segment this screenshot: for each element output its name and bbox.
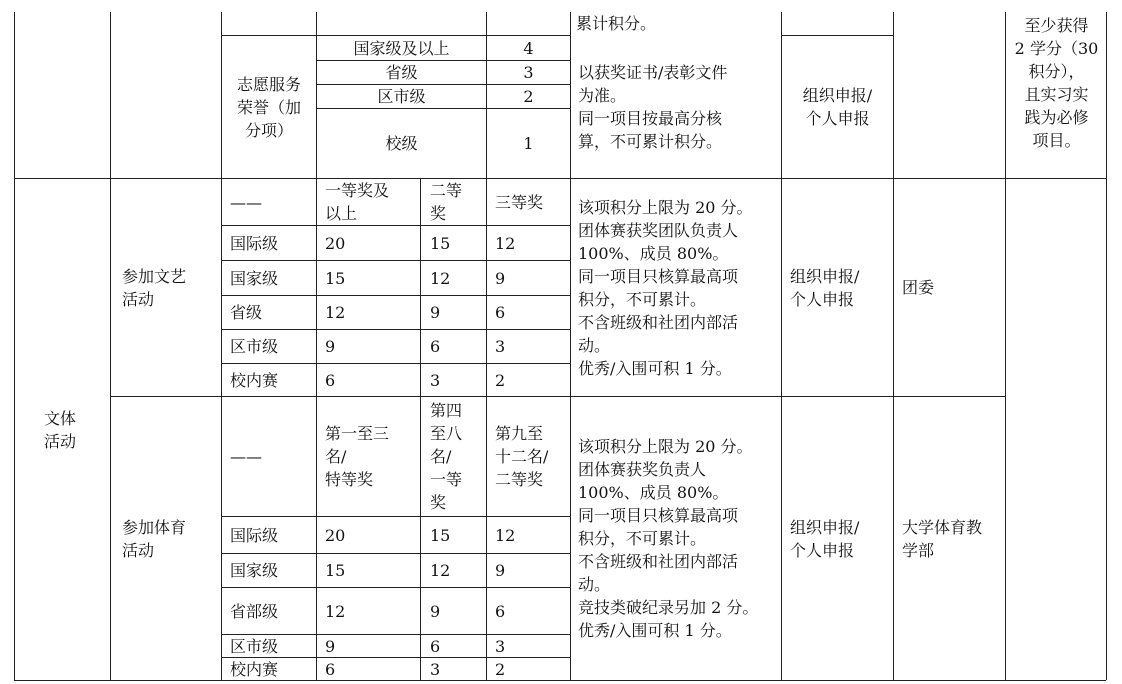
arts-header-cell: —— [230,192,262,212]
grid-line [1005,12,1006,680]
volunteer-level-cell: 国家级及以上 [353,38,450,58]
sports-header-cell: —— [230,447,262,466]
sports-score-cell: 3 [495,636,506,656]
sports-score-cell: 9 [430,601,441,621]
volunteer-requirement: 至少获得 2 学分（30 积分）， 且实习实 践为必修 项目。 [1014,16,1099,150]
sports-score-cell: 6 [430,636,441,656]
arts-level-cell: 国际级 [230,233,279,253]
volunteer-level-cell: 校级 [385,134,418,153]
arts-header-cell: 一等奖及 以上 [325,181,390,223]
sports-header-cell: 第九至 十二名/ 二等奖 [495,424,549,489]
volunteer-score-cell: 1 [523,134,534,153]
grid-line [1106,12,1107,680]
arts-item-name: 参加文艺 活动 [122,266,187,309]
sports-header-cell: 第一至三 名/ 特等奖 [325,424,390,489]
arts-score-cell: 6 [495,303,506,322]
criteria-tail-text: 累计积分。 [576,14,657,33]
arts-score-cell: 12 [430,268,451,288]
arts-level-cell: 校内赛 [230,370,279,390]
category-label: 文体 活动 [44,408,77,451]
arts-score-cell: 6 [430,337,441,356]
sports-score-cell: 2 [495,659,506,679]
arts-score-cell: 12 [325,303,346,322]
arts-score-cell: 9 [325,337,336,356]
grid-line [893,12,894,680]
arts-score-cell: 15 [325,268,346,288]
sports-score-cell: 12 [430,561,451,580]
sports-level-cell: 国家级 [230,561,279,580]
sports-score-cell: 3 [430,659,441,679]
arts-score-cell: 3 [495,337,506,356]
arts-method: 组织申报/ 个人申报 [790,266,860,309]
grid-line [570,12,571,680]
sports-score-cell: 9 [495,561,506,580]
sports-score-cell: 20 [325,525,346,545]
grid-line [14,680,1106,681]
sports-score-cell: 6 [325,659,336,679]
arts-level-cell: 省级 [230,303,263,322]
volunteer-criteria: 以获奖证书/表彰文件 为准。 同一项目按最高分核 算，不可累计积分。 [578,63,728,151]
volunteer-score-cell: 4 [523,38,534,58]
volunteer-method: 组织申报/ 个人申报 [802,86,873,128]
grid-line [486,178,487,680]
sports-level-cell: 区市级 [230,636,279,656]
arts-score-cell: 12 [495,233,516,253]
grid-line [420,178,421,680]
sports-header-cell: 第四 至八 名/ 一等 奖 [430,401,463,512]
arts-score-cell: 3 [430,370,441,390]
arts-score-cell: 9 [430,303,441,322]
arts-score-cell: 15 [430,233,451,253]
arts-level-cell: 区市级 [230,337,279,356]
volunteer-item-name: 志愿服务 荣誉（加 分项） [236,74,301,140]
arts-level-cell: 国家级 [230,268,279,288]
volunteer-score-cell: 3 [523,63,534,82]
sports-score-cell: 12 [325,601,346,621]
volunteer-level-cell: 省级 [385,63,418,82]
sports-score-cell: 15 [325,561,346,580]
sports-method: 组织申报/ 个人申报 [790,517,860,560]
sports-item-name: 参加体育 活动 [122,517,187,560]
arts-score-cell: 6 [325,370,336,390]
volunteer-score-cell: 2 [523,87,534,106]
arts-score-cell: 20 [325,233,346,253]
arts-department: 团委 [902,278,935,297]
arts-header-cell: 二等 奖 [430,181,463,223]
sports-criteria: 该项积分上限为 20 分。 团体赛获奖负责人 100%、成员 80%。 同一项目只核算最高项 积分，不可累计。 不含班级和社团内部活 动。 竞技类破纪录另加 2 分。 优秀/入围可积 1 分。 [578,437,759,640]
grid-line [14,12,15,680]
sports-level-cell: 省部级 [230,601,279,621]
sports-score-cell: 6 [495,601,506,621]
sports-level-cell: 校内赛 [230,659,279,679]
sports-level-cell: 国际级 [230,525,279,545]
sports-score-cell: 9 [325,636,336,656]
arts-criteria: 该项积分上限为 20 分。 团体赛获奖团队负责人 100%、成员 80%。 同一项目只核算最高项 积分，不可累计。 不含班级和社团内部活 动。 优秀/入围可积 1 分。 [578,197,753,378]
arts-header-cell: 三等奖 [495,192,544,212]
arts-score-cell: 2 [495,370,506,390]
arts-score-cell: 9 [495,268,506,288]
grid-line [110,12,111,680]
sports-department: 大学体育教 学部 [902,517,983,560]
sports-score-cell: 15 [430,525,451,545]
sports-score-cell: 12 [495,525,516,545]
volunteer-level-cell: 区市级 [377,87,426,106]
